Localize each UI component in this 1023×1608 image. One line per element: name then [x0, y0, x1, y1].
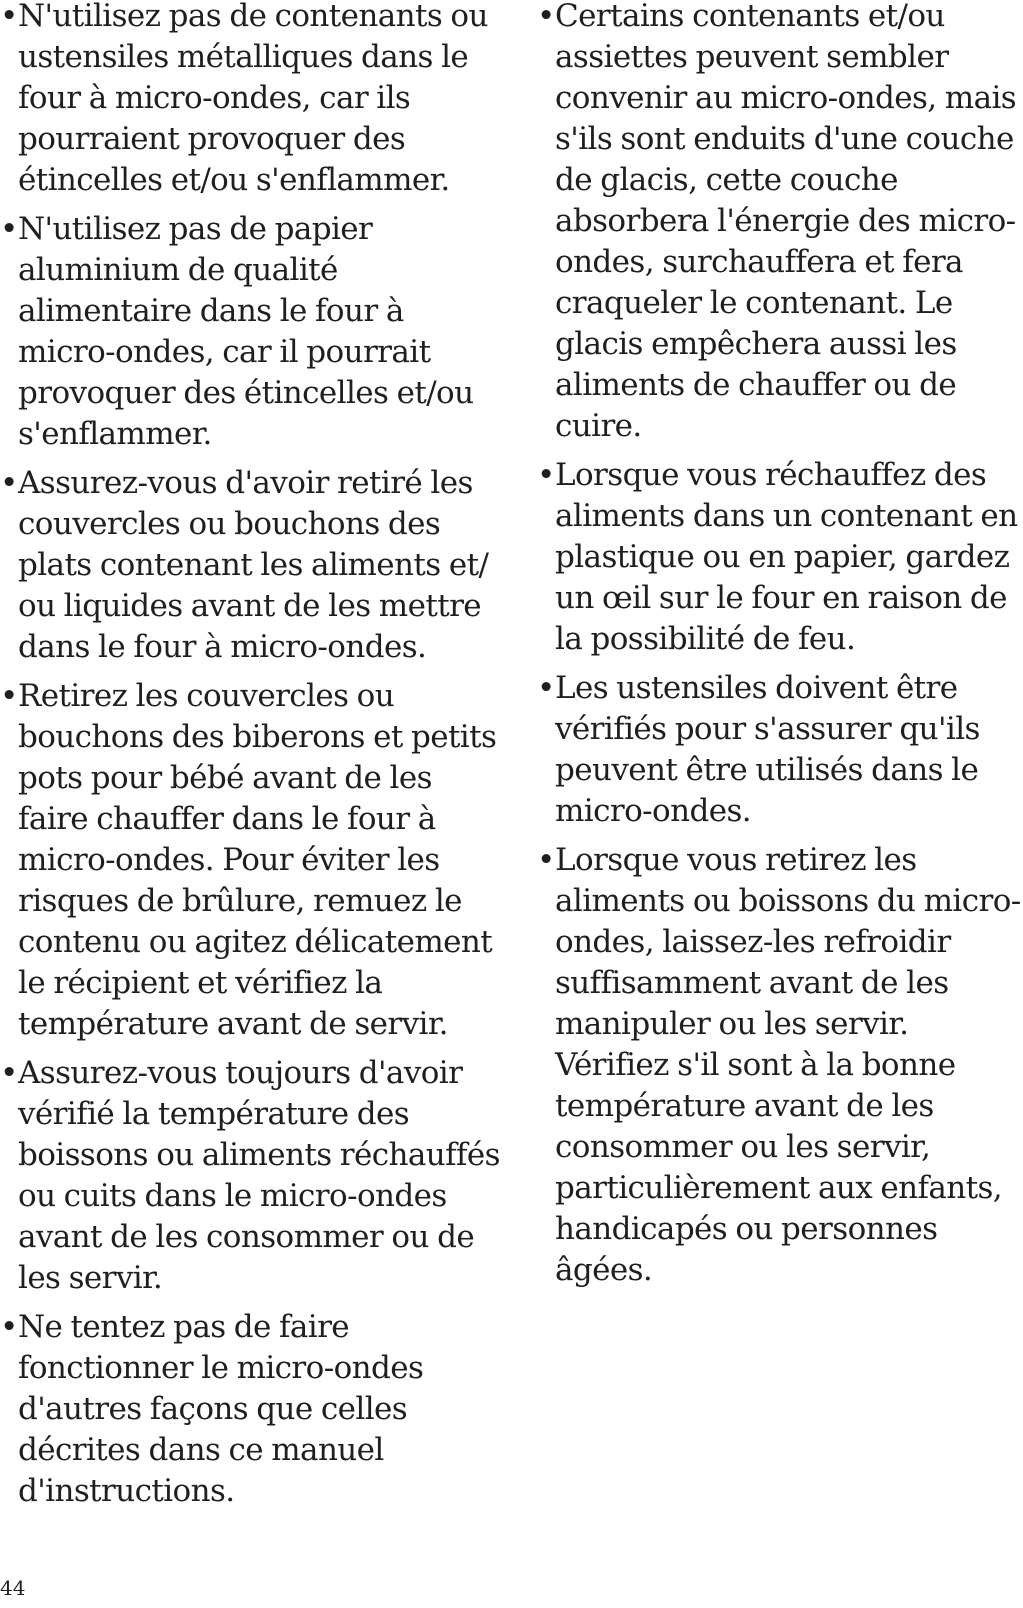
list-item-text: Ne tentez pas de faire fonctionner le micro-ondes d'autres façons que celles décrites dans ce manuel d'instructions.: [18, 1309, 424, 1509]
list-item: [0, 676, 505, 1045]
bullet: •: [0, 678, 18, 714]
list-item: [0, 0, 505, 201]
page-number: 44: [0, 1576, 26, 1600]
list-item-text: Retirez les couvercles ou bouchons des biberons et petits pots pour bébé avant de les faire chauffer dans le four à micro-ondes. Pour éviter les risques de brûlure, remuez le contenu ou agitez délicatement le récipient et vérifiez la température avant de servir.: [18, 678, 497, 1042]
bullet: •: [0, 465, 18, 501]
bullet: •: [537, 670, 555, 706]
list-item-text: Assurez-vous toujours d'avoir vérifié la température des boissons ou aliments réchauffés ou cuits dans le micro-ondes avant de les consommer ou de les servir.: [18, 1055, 500, 1296]
bullet: •: [537, 457, 555, 493]
list-item: [0, 1307, 505, 1512]
list-item: [0, 1053, 505, 1299]
bullet: •: [0, 211, 18, 247]
list-item-text: Lorsque vous réchauffez des aliments dans un contenant en plastique ou en papier, gardez un œil sur le four en raison de la possibilité de feu.: [555, 457, 1018, 657]
list-item: [537, 840, 1023, 1291]
right-column: [537, 0, 1023, 1299]
list-item-text: Assurez-vous d'avoir retiré les couvercles ou bouchons des plats contenant les aliments et/ ou liquides avant de les mettre dans le four à micro-ondes.: [18, 465, 489, 665]
bullet: •: [537, 0, 555, 34]
list-item: [537, 455, 1023, 660]
list-item-text: Les ustensiles doivent être vérifiés pour s'assurer qu'ils peuvent être utilisés dans le micro-ondes.: [555, 670, 980, 829]
left-column: [0, 0, 505, 1520]
list-item-text: Certains contenants et/ou assiettes peuvent sembler convenir au micro-ondes, mais s'ils sont enduits d'une couche de glacis, cette couche absorbera l'énergie des micro-ondes, surchauffera et fera craqueler le contenant. Le glacis empêchera aussi les aliments de chauffer ou de cuire.: [555, 0, 1017, 444]
list-item-text: N'utilisez pas de papier aluminium de qualité alimentaire dans le four à micro-ondes, car il pourrait provoquer des étincelles et/ou s'enflammer.: [18, 211, 474, 452]
list-item: [0, 463, 505, 668]
bullet: •: [0, 1055, 18, 1091]
list-item: [0, 209, 505, 455]
bullet: •: [0, 1309, 18, 1345]
list-item-text: Lorsque vous retirez les aliments ou boissons du micro-ondes, laissez-les refroidir suffisamment avant de les manipuler ou les servir. Vérifiez s'il sont à la bonne température avant de les consommer ou les servir, particulièrement aux enfants, handicapés ou personnes âgées.: [555, 842, 1021, 1288]
list-item-text: N'utilisez pas de contenants ou ustensiles métalliques dans le four à micro-ondes, car ils pourraient provoquer des étincelles et/ou s'enflammer.: [18, 0, 488, 198]
bullet: •: [0, 0, 18, 34]
list-item: [537, 0, 1023, 447]
list-item: [537, 668, 1023, 832]
bullet: •: [537, 842, 555, 878]
